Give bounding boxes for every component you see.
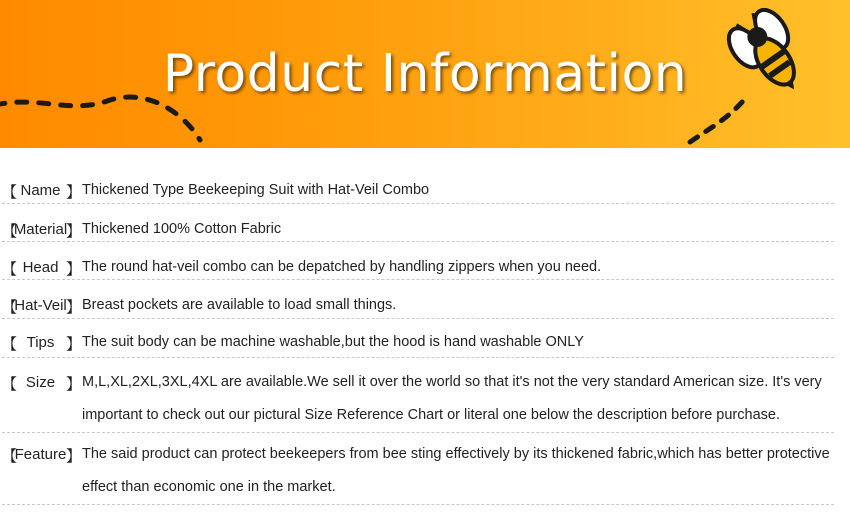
- right-bracket: 】: [65, 448, 81, 465]
- value-hat-veil: Breast pockets are available to load small things.: [82, 297, 397, 313]
- banner-title: Product Information: [162, 44, 688, 104]
- row-divider: [2, 279, 834, 280]
- row-divider: [2, 203, 834, 204]
- row-label: [0, 333, 81, 355]
- row-divider: [2, 318, 834, 319]
- label-head: Head: [22, 259, 59, 276]
- value-tips: The suit body can be machine washable,but the hood is hand washable ONLY: [82, 334, 584, 350]
- label-material: Material: [13, 221, 68, 238]
- left-bracket: 【: [2, 336, 18, 353]
- label-feature: Feature: [14, 446, 67, 463]
- row-label: [0, 373, 81, 395]
- row-divider: [2, 504, 834, 505]
- info-row-tips: [0, 333, 850, 371]
- right-bracket: 】: [65, 261, 81, 278]
- label-size: Size: [25, 374, 56, 391]
- value-name: Thickened Type Beekeeping Suit with Hat-Veil Combo: [82, 182, 430, 198]
- left-bracket: 【: [2, 299, 18, 316]
- row-divider: [2, 432, 834, 433]
- left-bracket: 【: [2, 184, 18, 201]
- value-size-line2: important to check out our pictural Size Reference Chart or literal one below the description before purchase.: [82, 407, 780, 423]
- right-bracket: 】: [65, 223, 81, 240]
- row-label: [0, 296, 81, 318]
- value-material: Thickened 100% Cotton Fabric: [82, 221, 282, 237]
- info-row-name: [0, 181, 850, 219]
- left-bracket: 【: [2, 223, 18, 240]
- left-bracket: 【: [2, 448, 18, 465]
- value-size: M,L,XL,2XL,3XL,4XL are available.We sell it over the world so that it's not the very standard American size. It's very: [82, 374, 822, 390]
- label-tips: Tips: [26, 334, 55, 351]
- left-bracket: 【: [2, 376, 18, 393]
- info-row-size: [0, 373, 850, 443]
- label-name: Name: [20, 182, 61, 199]
- row-label: [0, 181, 81, 203]
- info-row-head: [0, 258, 850, 296]
- value-feature: The said product can protect beekeepers from bee sting effectively by its thickened fabric,which has better protective: [82, 446, 830, 462]
- right-bracket: 】: [65, 336, 81, 353]
- right-bracket: 】: [65, 376, 81, 393]
- value-feature-line2: effect than economic one in the market.: [82, 479, 336, 495]
- left-bracket: 【: [2, 261, 18, 278]
- product-info-banner: [0, 0, 850, 148]
- row-label: [0, 445, 81, 467]
- label-hat-veil: Hat-Veil: [14, 297, 67, 314]
- row-divider: [2, 241, 834, 242]
- right-bracket: 】: [65, 299, 81, 316]
- info-row-hat-veil: [0, 296, 850, 334]
- row-label: [0, 258, 81, 280]
- info-row-feature: [0, 445, 850, 515]
- info-row-material: [0, 220, 850, 258]
- row-label: [0, 220, 81, 242]
- row-divider: [2, 357, 834, 358]
- right-bracket: 】: [65, 184, 81, 201]
- value-head: The round hat-veil combo can be depatched by handling zippers when you need.: [82, 259, 602, 275]
